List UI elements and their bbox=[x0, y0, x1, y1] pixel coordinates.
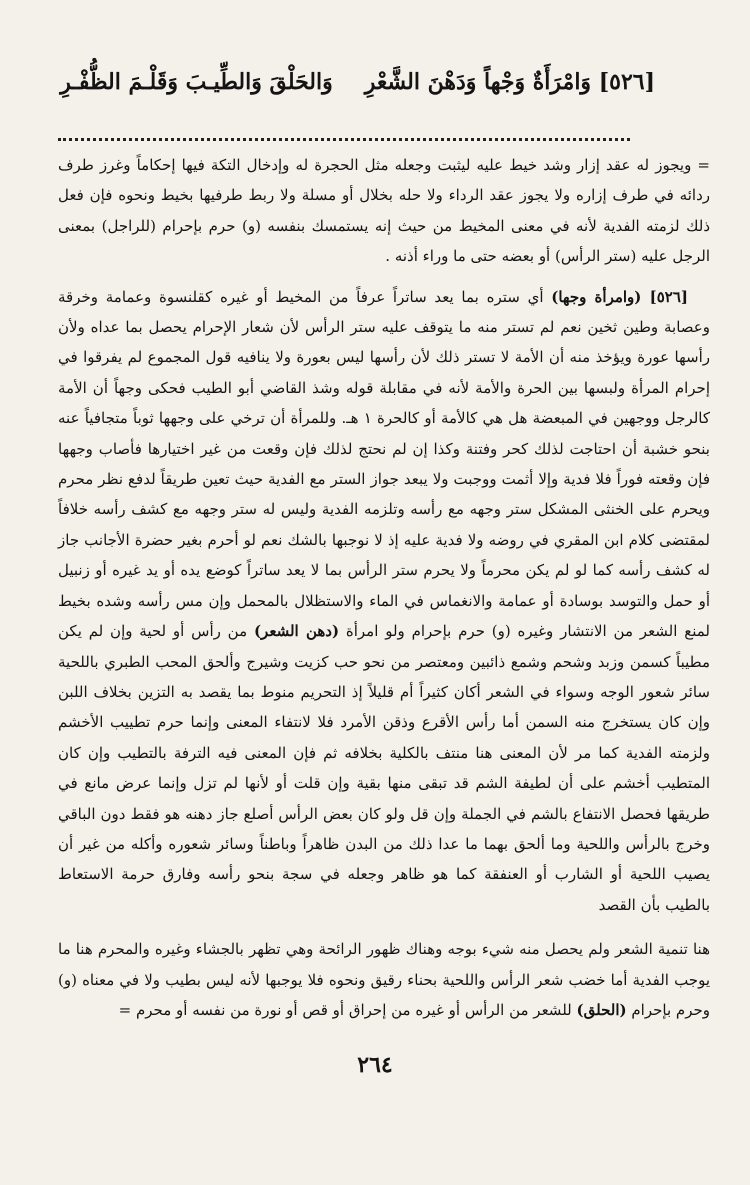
paragraph-final bbox=[58, 934, 710, 1025]
paragraph-text: أي ستره بما يعد ساتراً عرفاً من المخيط أو غيره كقلنسوة وعمامة وخرقة وعصابة وطين ثخين نعم لم تستر منه ما يتوقف عليه ستر الرأس لأن شعار الإحرام يحصل بما عداه ولأن رأسها عورة ويؤخذ منه أن الأمة لا تستر ذلك لأن رأسها ليس بعورة ولا ينافيه قول المجموع لم يفرقوا في إحرام المرأة ولبسها بين الحرة والأمة لأنه في مقابلة قوله وشذ القاضي أبو الطيب فحكى وجهاً أن الأمة كالرجل ووجهين في المبعضة هل هي كالأمة أو كالحرة ١ هـ. وللمرأة أن ترخي على وجهها ثوباً متجافياً عنه بنحو خشبة أن احتاجت لذلك كحر وفتنة وكذا إن لم نحتج لذلك فإن وقعت من غير اختيارها فأصاب وجهها فإن وقعته فوراً فلا فدية وإلا أثمت ووجبت ولا يبعد جواز الستر مع الفدية حيث تعين طريقاً لدفع نظر محرم ويحرم على الخنثى المشكل ستر وجهه مع رأسه وتلزمه الفدية وليس له ستر وجهه مع كشف رأسه خلافاً لمقتضى كلام ابن المقري في روضه ولا فدية عليه إذ لا نوجبها بالشك نعم لو أحرم بغير حضرة الأجانب جاز له كشف رأسه كما لو لم يكن محرماً ولا يحرم ستر الرأس بما لا يعد ساتراً كوضع يده أو يد غيره أو زنبيل أو حمل والتوسد بوسادة أو عمامة والانغماس في الماء والاستظلال بالمحمل وإن مس رأسه وشده بخيط لمنع الشعر من الانتشار وغيره (و) حرم بإحرام ولو امرأة bbox=[58, 287, 710, 641]
paragraph-final-text: هنا تنمية الشعر ولم يحصل منه شيء بوجه وهناك ظهور الرائحة وهي تظهر بالجشاء وغيره والمحرم هنا ما يوجب الفدية أما خضب شعر الرأس واللحية بحناء رقيق ونحوه فلا يوجبها لأنه ليس بطيب ولا في معناه (و) وحرم بإحرام bbox=[58, 940, 710, 1019]
page-number: ٢٦٤ bbox=[357, 1052, 393, 1078]
paragraph-text-continued: من رأس أو لحية وإن لم يكن مطيباً كسمن وزبد وشحم وشمع ذائبين ومعتصر من نحو حب كزيت وشيرج وألحق المحب الطبري باللحية سائر شعور الوجه وسواء في الشعر أكان كثيراً أم قليلاً إذ التحريم منوط بما يقصد به التزين بخلاف اللبن وإن كان يستخرج منه السمن أما رأس الأقرع وذقن الأمرد فلا لانتفاء المعنى وإنما حرم تطييب الأخشم ولزمته الفدية كما مر لأن المعنى هنا منتف بالكلية بخلافه ثم فإن المعنى فيه الترفة بالتطيب وإن كان المتطيب أخشم على أن لطيفة الشم قد تبقى منها بقية وإن قلت أو لأنها لم تزل وإنما عرض مانع في طريقها فحصل الانتفاع بالشم في الجملة وإن قل ولو كان بعض الرأس أصلع جاز دهنه هو فقط دون الباقي وخرج بالرأس واللحية وما ألحق بهما ما عدا ذلك من البدن ظاهراً وباطناً وسائر شعوره وأكله من غير أن يصيب اللحية أو الشارب أو العنفقة كما هو ظاهر وجعله في سجة بنحو رأسه وفارق حرمة الاستعاط بالطيب بأن القصد bbox=[58, 622, 710, 914]
term-label-halq: (الحلق) bbox=[576, 1000, 627, 1019]
verse-header bbox=[60, 62, 655, 102]
paragraph-continued: = ويجوز له عقد إزار وشد خيط عليه ليثبت وجعله مثل الحجرة له وإدخال التكة فيها إحكاماً وغرز طرف ردائه في طرف إزاره ولا يجوز عقد الرداء ولا حله بخلال أو مسلة ولا ربط طرفيها بخيط ونحوه فإن فعل ذلك لزمته الفدية لأنه في معنى المخيط من حيث إنه يستمسك بنفسه (و) حرم بإحرام (للراجل) بمعنى الرجل عليه (ستر الرأس) أو بعضه حتى ما وراء أذنه . bbox=[58, 156, 710, 266]
paragraph-526 bbox=[58, 282, 710, 921]
commentary-body bbox=[58, 150, 710, 1025]
paragraph-final-text-end: للشعر من الرأس أو غيره من إحراق أو قص أو نورة من نفسه أو محرم = bbox=[118, 1000, 572, 1019]
dotted-separator bbox=[58, 138, 630, 141]
term-label: (دهن الشعر) bbox=[253, 622, 340, 641]
verse-second-hemistich: وَالحَلْقَ وَالطِّيـبَ وَقَلْـمَ الظُّفْـرِ bbox=[60, 69, 333, 95]
verse-first-hemistich: [٥٢٦] وَامْرَأَةٌ وَجْهاً وَدَهْنَ الشَّعْرِ bbox=[364, 69, 655, 95]
paragraph-label: [٥٢٦] (وامرأة وجها) bbox=[551, 287, 688, 306]
